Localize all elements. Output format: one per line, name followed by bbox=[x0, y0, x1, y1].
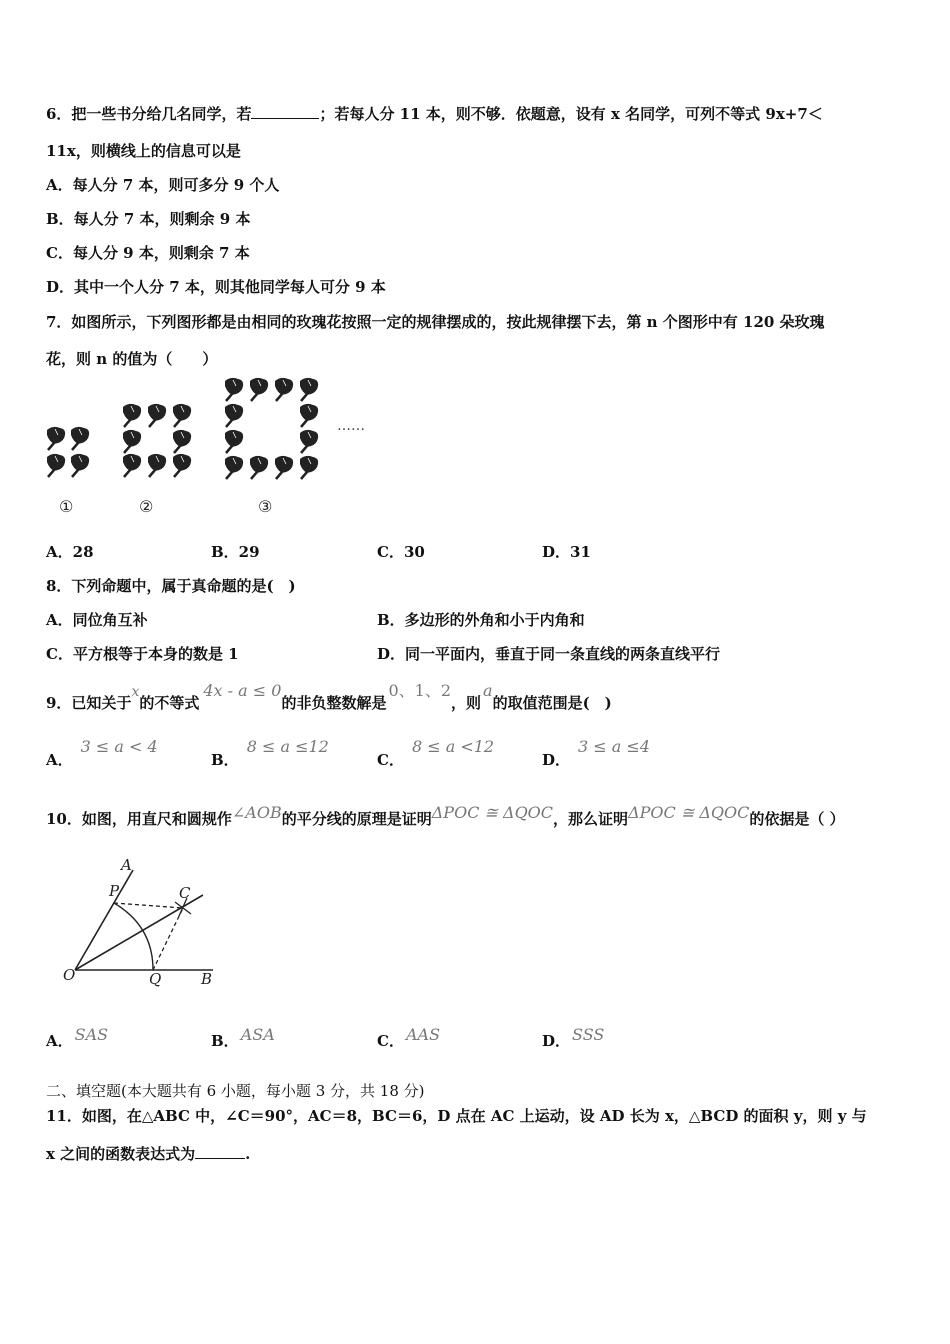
ellipsis: …… bbox=[337, 418, 365, 434]
q10-text-2: 的平分线的原理是证明 bbox=[281, 810, 432, 828]
figure-label-3: ③ bbox=[258, 497, 273, 516]
q9-option-d: D．3 ≤ a ≤4 bbox=[542, 737, 650, 769]
label-b: B bbox=[201, 970, 213, 988]
q10-line bbox=[46, 802, 845, 832]
q11-blank bbox=[195, 1158, 245, 1159]
q9-math-a: a bbox=[483, 681, 493, 700]
q6-blank bbox=[251, 118, 319, 119]
label-q: Q bbox=[149, 970, 162, 988]
q6-option-d: D．其中一个人分 7 本，则其他同学每人可分 9 本 bbox=[46, 278, 386, 296]
q10-option-c: C． AAS bbox=[377, 1025, 441, 1050]
q10-option-d: D． SSS bbox=[542, 1025, 605, 1050]
figure-1-roses bbox=[47, 427, 89, 477]
q9-text-1: 9．已知关于 bbox=[46, 694, 132, 712]
q6-text-a: 6．把一些书分给几名同学，若 bbox=[46, 105, 252, 123]
figure-2-roses bbox=[123, 404, 191, 477]
segment-qc bbox=[153, 908, 183, 970]
q8-option-b: B．多边形的外角和小于内角和 bbox=[377, 611, 585, 629]
rose-pattern-figure bbox=[40, 372, 385, 522]
q6-option-a: A．每人分 7 本，则可多分 9 个人 bbox=[46, 176, 280, 194]
q11-line2: x 之间的函数表达式为 . bbox=[46, 1145, 251, 1163]
q9-option-c: C．8 ≤ a <12 bbox=[377, 737, 495, 769]
q10-math-angle: ∠AOB bbox=[231, 803, 282, 822]
q10-math-congruent-2: ΔPOC ≅ ΔQOC bbox=[628, 803, 750, 822]
q10-text-1: 10．如图，用直尺和圆规作 bbox=[46, 810, 232, 828]
q9-option-b: B．8 ≤ a ≤12 bbox=[211, 737, 329, 769]
q6-option-c: C．每人分 9 本，则剩余 7 本 bbox=[46, 244, 250, 262]
q11-text: x 之间的函数表达式为 bbox=[46, 1145, 196, 1163]
q8-option-a: A．同位角互补 bbox=[46, 611, 148, 629]
q10-math-congruent-1: ΔPOC ≅ ΔQOC bbox=[431, 803, 554, 822]
q7-line1: 7．如图所示，下列图形都是由相同的玫瑰花按照一定的规律摆成的，按此规律摆下去，第 n 个图形中有 120 朵玫瑰 bbox=[46, 313, 825, 331]
label-a: A bbox=[121, 856, 132, 874]
q10-option-a: A． SAS bbox=[46, 1025, 109, 1050]
q9-math-x: x bbox=[131, 684, 140, 700]
q6-line1 bbox=[46, 103, 823, 124]
label-c: C bbox=[179, 884, 191, 902]
q9-text-3: 的非负整数解是 bbox=[281, 694, 387, 712]
q7-line2: 花，则 n 的值为（ ） bbox=[46, 350, 218, 368]
q10-option-b: B． ASA bbox=[211, 1025, 275, 1050]
figure-label-1: ① bbox=[59, 497, 74, 516]
q8-option-d: D．同一平面内，垂直于同一条直线的两条直线平行 bbox=[377, 645, 721, 663]
q10-text-3: ，那么证明 bbox=[553, 810, 629, 828]
q9-math-solutions: 0、1、2 bbox=[388, 681, 452, 700]
q9-text-2: 的不等式 bbox=[139, 694, 200, 712]
angle-bisector-figure bbox=[55, 850, 230, 995]
q11-line1: 11．如图，在△ABC 中，∠C＝90°，AC＝8，BC＝6，D 点在 AC 上运动，设 AD 长为 x，△BCD 的面积 y，则 y 与 bbox=[46, 1107, 867, 1125]
ray-oa bbox=[75, 870, 133, 970]
q7-option-b: B．29 bbox=[211, 543, 260, 561]
q7-option-a: A．28 bbox=[46, 543, 94, 561]
segment-pc bbox=[114, 903, 183, 908]
q6-text-b: ；若每人分 11 本，则不够．依题意，设有 x 名同学，可列不等式 9x+7＜ bbox=[319, 105, 823, 123]
q8-line: 8．下列命题中，属于真命题的是( ) bbox=[46, 577, 296, 595]
section-2-heading: 二、填空题(本大题共有 6 小题，每小题 3 分，共 18 分) bbox=[46, 1082, 425, 1100]
label-p: P bbox=[109, 882, 120, 900]
figure-3-roses bbox=[225, 378, 318, 479]
label-o: O bbox=[63, 966, 76, 984]
q6-line2: 11x，则横线上的信息可以是 bbox=[46, 142, 241, 160]
q7-option-c: C．30 bbox=[377, 543, 425, 561]
q9-math-inequality: 4x - a ≤ 0 bbox=[203, 681, 282, 700]
q6-option-b: B．每人分 7 本，则剩余 9 本 bbox=[46, 210, 251, 228]
q9-option-a: A．3 ≤ a < 4 bbox=[46, 737, 158, 769]
q10-text-4: 的依据是（ ） bbox=[749, 810, 845, 828]
q8-option-c: C．平方根等于本身的数是 1 bbox=[46, 645, 239, 663]
q9-text-4: ，则 bbox=[451, 694, 482, 712]
q9-line bbox=[46, 678, 612, 712]
q9-text-5: 的取值范围是( ) bbox=[492, 694, 612, 712]
q7-option-d: D．31 bbox=[542, 543, 591, 561]
figure-label-2: ② bbox=[139, 497, 154, 516]
